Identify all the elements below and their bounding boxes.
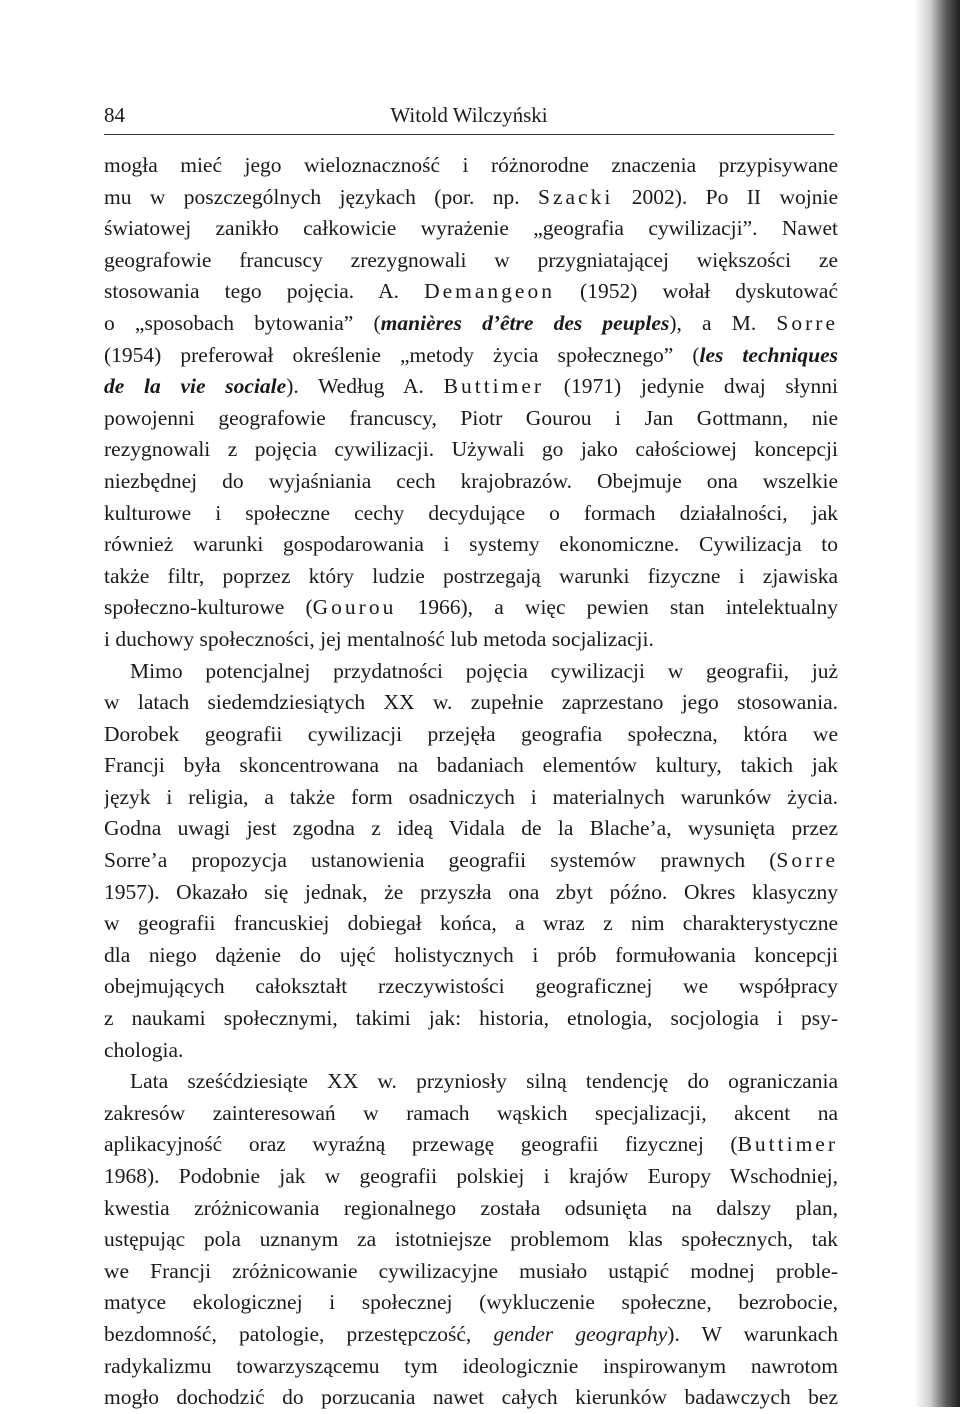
- italic-term: les techniques: [699, 342, 838, 367]
- spaced-author-name: Buttimer: [443, 374, 545, 399]
- page-number: 84: [104, 103, 125, 127]
- page-edge-shadow: [914, 0, 960, 1407]
- paragraph-first-line: Mimo potencjalnej przydatności pojęcia cywilizacji w geografii, już: [130, 658, 838, 683]
- italic-term: de la vie sociale: [104, 374, 287, 399]
- text-line: w latach siedemdziesiątych XX w. zupełnie zaprzestano jego stosowania.: [104, 690, 838, 715]
- spaced-author-name: Gourou: [312, 595, 397, 620]
- text-line: 1968). Podobnie jak w geografii polskiej i krajów Europy Wschodniej,: [104, 1164, 838, 1188]
- text-line: chologia.: [104, 1037, 184, 1062]
- text-line: powojenni geografowie francuscy, Piotr Gourou i Jan Gottmann, nie: [104, 405, 838, 430]
- text-line: kwestia zróżnicowania regionalnego została odsunięta na dalszy plan,: [104, 1195, 838, 1220]
- text-line: światowej zanikło całkowicie wyrażenie „geografia cywilizacji”. Nawet: [104, 216, 838, 241]
- text-line: o „sposobach bytowania” (manières d’être des peuples), a M. Sorre: [104, 310, 838, 335]
- text-line: język i religia, a także form osadniczych i materialnych warunków życia.: [104, 784, 838, 809]
- text-line: mogło dochodzić do porzucania nawet całych kierunków badawczych bez: [104, 1385, 838, 1410]
- text-line: aplikacyjność oraz wyraźną przewagę geografii fizycznej (Buttimer: [104, 1132, 838, 1157]
- text-line: Sorre’a propozycja ustanowienia geografii systemów prawnych (Sorre: [104, 848, 838, 873]
- text-line: i duchowy społeczności, jej mentalność lub metoda socjalizacji.: [104, 626, 654, 651]
- text-line: Godna uwagi jest zgodna z ideą Vidala de la Blache’a, wysunięta przez: [104, 816, 838, 841]
- text-line: geografowie francuscy zrezygnowali w przygniatającej większości ze: [104, 247, 838, 272]
- running-header: [104, 100, 834, 135]
- running-head-author: Witold Wilczyński: [390, 103, 548, 127]
- text-line: 1957). Okazało się jednak, że przyszła ona zbyt późno. Okres klasyczny: [104, 879, 838, 904]
- spaced-author-name: Demangeon: [424, 279, 555, 304]
- text-line: stosowania tego pojęcia. A. Demangeon (1952) wołał dyskutować: [104, 279, 838, 304]
- text-line: obejmujących całokształt rzeczywistości geograficznej we współpracy: [104, 974, 838, 999]
- italic-term: manières d’être des peuples: [380, 310, 670, 335]
- text-line: mogła mieć jego wieloznaczność i różnorodne znaczenia przypisywane: [104, 153, 838, 177]
- text-line: także filtr, poprzez który ludzie postrzegają warunki fizyczne i zjawiska: [104, 563, 838, 588]
- text-line: ustępując pola uznanym za istotniejsze problemom klas społecznych, tak: [104, 1227, 838, 1252]
- spaced-author-name: Sorre: [776, 310, 838, 335]
- italic-term: gender geography: [493, 1321, 668, 1346]
- text-line: z naukami społecznymi, takimi jak: historia, etnologia, socjologia i psy-: [104, 1006, 838, 1031]
- text-line: de la vie sociale). Według A. Buttimer (1971) jedynie dwaj słynni: [104, 374, 838, 399]
- spaced-author-name: Buttimer: [737, 1132, 838, 1157]
- body-text: [104, 150, 838, 1414]
- text-line: (1954) preferował określenie „metody życia społecznego” (les techniques: [104, 342, 838, 367]
- text-line: w geografii francuskiej dobiegał końca, a wraz z nim charakterystyczne: [104, 911, 838, 936]
- text-line: również warunki gospodarowania i systemy ekonomiczne. Cywilizacja to: [104, 532, 838, 557]
- text-line: dla niego dążenie do ujęć holistycznych i prób formułowania koncepcji: [104, 942, 838, 967]
- text-line: społeczno-kulturowe (Gourou 1966), a więc pewien stan intelektualny: [104, 595, 838, 620]
- spaced-author-name: Szacki: [538, 184, 614, 209]
- text-line: Dorobek geografii cywilizacji przejęła geografia społeczna, która we: [104, 721, 838, 746]
- spaced-author-name: Sorre: [776, 848, 838, 873]
- text-line: rezygnowali z pojęcia cywilizacji. Używali go jako całościowej koncepcji: [104, 437, 838, 462]
- text-line: zakresów zainteresowań w ramach wąskich specjalizacji, akcent na: [104, 1100, 838, 1125]
- text-line: mu w poszczególnych językach (por. np. Szacki 2002). Po II wojnie: [104, 184, 838, 209]
- text-line: radykalizmu towarzyszącemu tym ideologicznie inspirowanym nawrotom: [104, 1353, 838, 1378]
- text-line: niezbędnej do wyjaśniania cech krajobrazów. Obejmuje ona wszelkie: [104, 468, 838, 493]
- text-line: Francji była skoncentrowana na badaniach elementów kultury, takich jak: [104, 753, 838, 778]
- text-line: kulturowe i społeczne cechy decydujące o formach działalności, jak: [104, 500, 838, 525]
- text-line: we Francji zróżnicowanie cywilizacyjne musiało ustąpić modnej proble-: [104, 1258, 838, 1283]
- text-line: matyce ekologicznej i społecznej (wykluczenie społeczne, bezrobocie,: [104, 1290, 838, 1315]
- paragraph-first-line: Lata sześćdziesiąte XX w. przyniosły silną tendencję do ograniczania: [130, 1069, 838, 1094]
- text-line: bezdomność, patologie, przestępczość, gender geography). W warunkach: [104, 1321, 838, 1346]
